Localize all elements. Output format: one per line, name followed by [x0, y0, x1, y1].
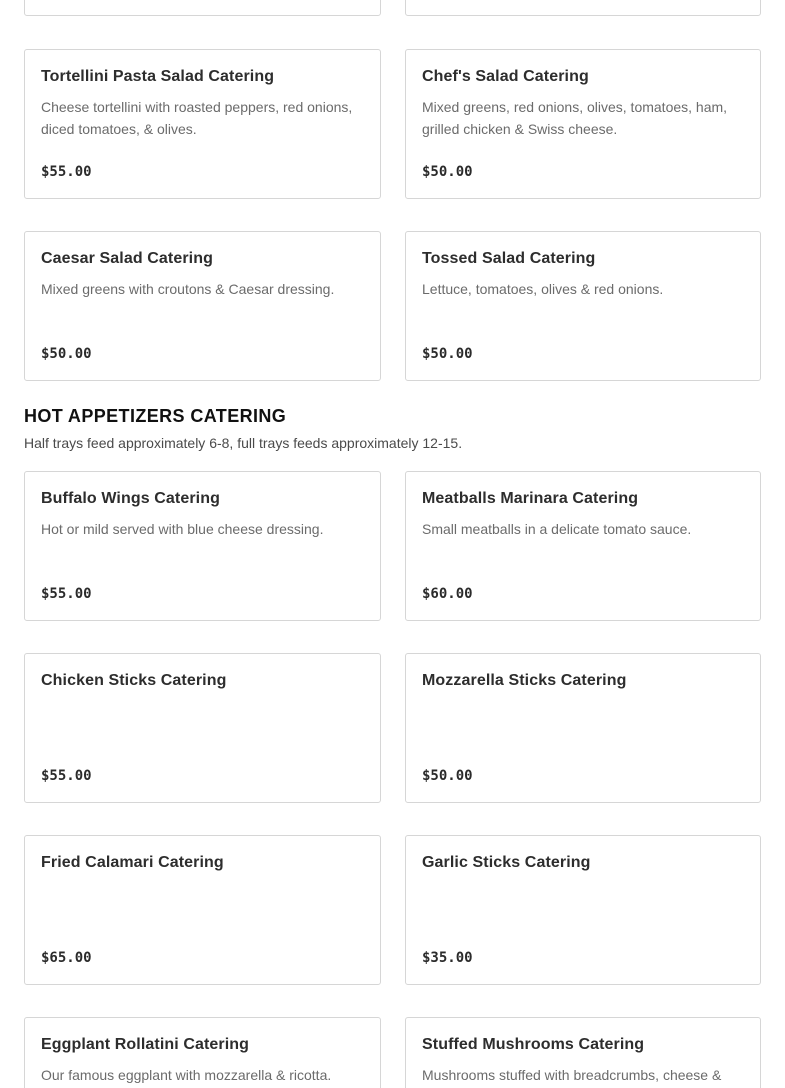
item-price: $55.00 — [41, 586, 92, 602]
menu-item-card[interactable] — [405, 1017, 761, 1088]
menu-item-card[interactable] — [405, 471, 761, 621]
item-price: $50.00 — [422, 768, 473, 784]
item-price: $55.00 — [41, 164, 92, 180]
item-title: Caesar Salad Catering — [41, 250, 213, 267]
item-description: Mixed greens with croutons & Caesar dressing. — [41, 281, 335, 297]
item-price: $35.00 — [422, 950, 473, 966]
item-title: Fried Calamari Catering — [41, 854, 224, 871]
item-description: Mixed greens, red onions, olives, tomatoes, ham, grilled chicken & Swiss cheese. — [422, 99, 728, 137]
item-title: Meatballs Marinara Catering — [422, 490, 639, 507]
item-description: Mushrooms stuffed with breadcrumbs, cheese & — [422, 1067, 722, 1083]
item-title: Chicken Sticks Catering — [41, 672, 227, 689]
item-price: $60.00 — [422, 586, 473, 602]
item-title: Chef's Salad Catering — [422, 68, 589, 85]
item-description: Small meatballs in a delicate tomato sauce. — [422, 521, 692, 537]
item-price: $50.00 — [41, 346, 92, 362]
item-title: Stuffed Mushrooms Catering — [422, 1036, 645, 1053]
item-description: Cheese tortellini with roasted peppers, red onions, diced tomatoes, & olives. — [41, 99, 353, 137]
item-title: Garlic Sticks Catering — [422, 854, 591, 871]
item-price: $55.00 — [41, 768, 92, 784]
menu-item-card[interactable] — [24, 653, 381, 803]
section-subtitle: Half trays feed approximately 6-8, full trays feeds approximately 12-15. — [24, 435, 463, 451]
menu-item-card[interactable] — [24, 0, 381, 16]
menu-item-card[interactable] — [405, 49, 761, 199]
item-title: Mozzarella Sticks Catering — [422, 672, 627, 689]
item-description: Lettuce, tomatoes, olives & red onions. — [422, 281, 664, 297]
item-title: Tossed Salad Catering — [422, 250, 596, 267]
menu-item-card[interactable] — [405, 653, 761, 803]
item-price: $50.00 — [422, 346, 473, 362]
menu-item-card[interactable] — [24, 835, 381, 985]
item-title: Buffalo Wings Catering — [41, 490, 220, 507]
section-title: HOT APPETIZERS CATERING — [24, 406, 287, 426]
menu-item-card[interactable] — [24, 49, 381, 199]
menu-item-card[interactable] — [24, 471, 381, 621]
item-title: Eggplant Rollatini Catering — [41, 1036, 250, 1053]
menu-item-card[interactable] — [405, 231, 761, 381]
menu-item-card[interactable] — [24, 231, 381, 381]
menu-item-card[interactable] — [24, 1017, 381, 1088]
item-price: $65.00 — [41, 950, 92, 966]
item-description: Hot or mild served with blue cheese dressing. — [41, 521, 324, 537]
item-price: $50.00 — [422, 164, 473, 180]
menu-item-card[interactable] — [405, 835, 761, 985]
item-description: Our famous eggplant with mozzarella & ricotta. — [41, 1067, 332, 1083]
item-title: Tortellini Pasta Salad Catering — [41, 68, 275, 85]
menu-item-card[interactable] — [405, 0, 761, 16]
